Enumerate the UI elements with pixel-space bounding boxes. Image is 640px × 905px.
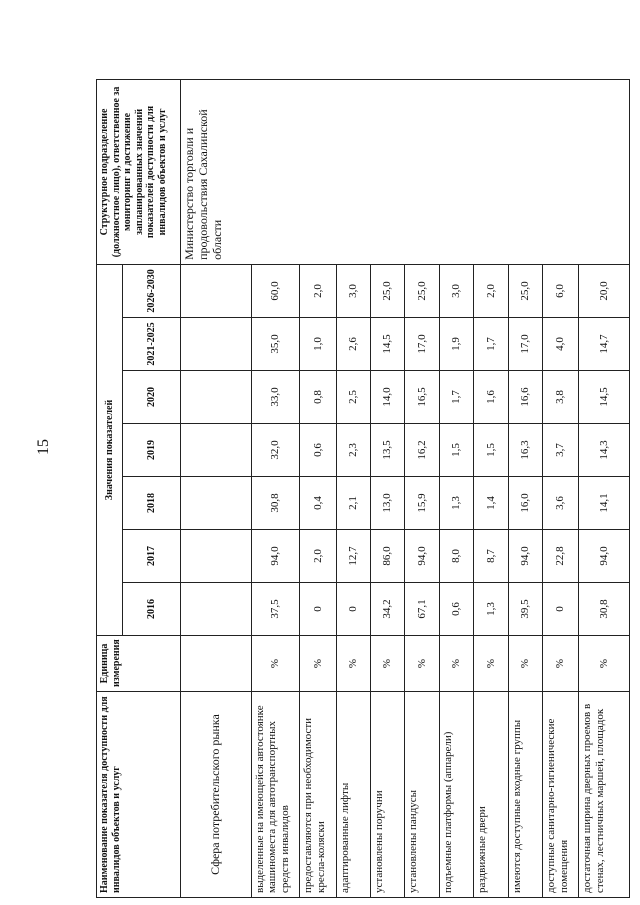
value-cell: 3,7 [542,424,578,477]
value-cell: 8,7 [474,530,508,583]
value-cell: 14,3 [579,424,630,477]
value-cell: 25,0 [371,264,405,317]
value-cell: 34,2 [371,583,405,636]
value-cell: 1,9 [439,318,473,371]
value-cell: 0 [542,583,578,636]
table-cell [181,424,252,477]
indicator-name: подъемные платформы (аппарели) [439,692,473,898]
value-cell: 16,2 [405,424,439,477]
value-cell: 13,5 [371,424,405,477]
table-cell [181,530,252,583]
value-cell: 37,5 [251,583,300,636]
unit-cell: % [405,636,439,692]
unit-cell: % [508,636,542,692]
header-values-group: Значения показателей [97,264,123,635]
value-cell: 14,1 [579,477,630,530]
value-cell: 1,7 [474,318,508,371]
value-cell: 94,0 [251,530,300,583]
value-cell: 30,8 [579,583,630,636]
table-cell [181,318,252,371]
value-cell: 14,0 [371,371,405,424]
value-cell: 1,5 [474,424,508,477]
value-cell: 22,8 [542,530,578,583]
value-cell: 14,5 [579,371,630,424]
value-cell: 0,6 [439,583,473,636]
value-cell: 17,0 [508,318,542,371]
value-cell: 15,9 [405,477,439,530]
value-cell: 3,0 [439,264,473,317]
value-cell: 16,0 [508,477,542,530]
value-cell: 60,0 [251,264,300,317]
value-cell: 1,7 [439,371,473,424]
value-cell: 0,6 [300,424,336,477]
value-cell: 2,5 [336,371,370,424]
unit-cell: % [371,636,405,692]
indicator-name: предоставляются при необходимости кресла-коляски [300,692,336,898]
value-cell: 1,3 [439,477,473,530]
value-cell: 35,0 [251,318,300,371]
header-year: 2021-2025 [123,318,181,371]
value-cell: 30,8 [251,477,300,530]
value-cell: 67,1 [405,583,439,636]
value-cell: 14,5 [371,318,405,371]
value-cell: 16,3 [508,424,542,477]
value-cell: 0,4 [300,477,336,530]
value-cell: 0 [300,583,336,636]
value-cell: 14,7 [579,318,630,371]
value-cell: 2,1 [336,477,370,530]
indicator-name: установлены поручни [371,692,405,898]
header-year: 2026-2030 [123,264,181,317]
value-cell: 17,0 [405,318,439,371]
table-cell [181,477,252,530]
value-cell: 8,0 [439,530,473,583]
indicator-name: достаточная ширина дверных проемов в стенах, лестничных маршей, площадок [579,692,630,898]
header-indicator-name: Наименование показателя доступности для инвалидов объектов и услуг [97,692,181,898]
indicator-name: имеются доступные входные группы [508,692,542,898]
indicators-table [96,79,630,898]
value-cell: 2,3 [336,424,370,477]
table-sheet [96,80,630,898]
indicator-name: установлены пандусы [405,692,439,898]
value-cell: 25,0 [405,264,439,317]
header-unit: Единица измерения [97,636,181,692]
table-cell [181,264,252,317]
value-cell: 3,0 [336,264,370,317]
value-cell: 1,6 [474,371,508,424]
header-year: 2019 [123,424,181,477]
unit-cell: % [439,636,473,692]
unit-cell: % [579,636,630,692]
indicator-name: выделенные на имеющейся автостоянке машиноместа для автотранспортных средств инвалидов [251,692,300,898]
header-year: 2017 [123,530,181,583]
responsible-department: Министерство торговли и продовольствия Сахалинской области [181,79,630,264]
unit-cell: % [251,636,300,692]
unit-cell: % [542,636,578,692]
value-cell: 16,5 [405,371,439,424]
value-cell: 20,0 [579,264,630,317]
value-cell: 39,5 [508,583,542,636]
indicator-name: адаптированные лифты [336,692,370,898]
unit-cell: % [474,636,508,692]
value-cell: 16,6 [508,371,542,424]
table-cell [181,636,252,692]
value-cell: 3,6 [542,477,578,530]
value-cell: 0 [336,583,370,636]
header-year: 2016 [123,583,181,636]
table-cell [181,371,252,424]
value-cell: 2,0 [474,264,508,317]
value-cell: 6,0 [542,264,578,317]
table-cell [181,583,252,636]
value-cell: 13,0 [371,477,405,530]
value-cell: 94,0 [579,530,630,583]
unit-cell: % [336,636,370,692]
value-cell: 1,4 [474,477,508,530]
value-cell: 86,0 [371,530,405,583]
value-cell: 94,0 [508,530,542,583]
indicator-name: доступные санитарно-гигиенические помещения [542,692,578,898]
unit-cell: % [300,636,336,692]
value-cell: 32,0 [251,424,300,477]
value-cell: 3,8 [542,371,578,424]
value-cell: 2,0 [300,264,336,317]
rotated-table-wrapper [96,80,630,898]
indicator-name: раздвижные двери [474,692,508,898]
value-cell: 2,0 [300,530,336,583]
value-cell: 2,6 [336,318,370,371]
value-cell: 4,0 [542,318,578,371]
header-year: 2018 [123,477,181,530]
value-cell: 1,3 [474,583,508,636]
value-cell: 1,0 [300,318,336,371]
value-cell: 25,0 [508,264,542,317]
value-cell: 12,7 [336,530,370,583]
value-cell: 0,8 [300,371,336,424]
page-number: 15 [35,439,52,455]
section-title: Сфера потребительского рынка [181,692,252,898]
value-cell: 1,5 [439,424,473,477]
value-cell: 33,0 [251,371,300,424]
header-year: 2020 [123,371,181,424]
value-cell: 94,0 [405,530,439,583]
header-responsible: Структурное подразделение (должностное лицо), ответственное за мониторинг и достижение запланированных значений показателей доступности для инвалидов объектов и услуг [97,79,181,264]
